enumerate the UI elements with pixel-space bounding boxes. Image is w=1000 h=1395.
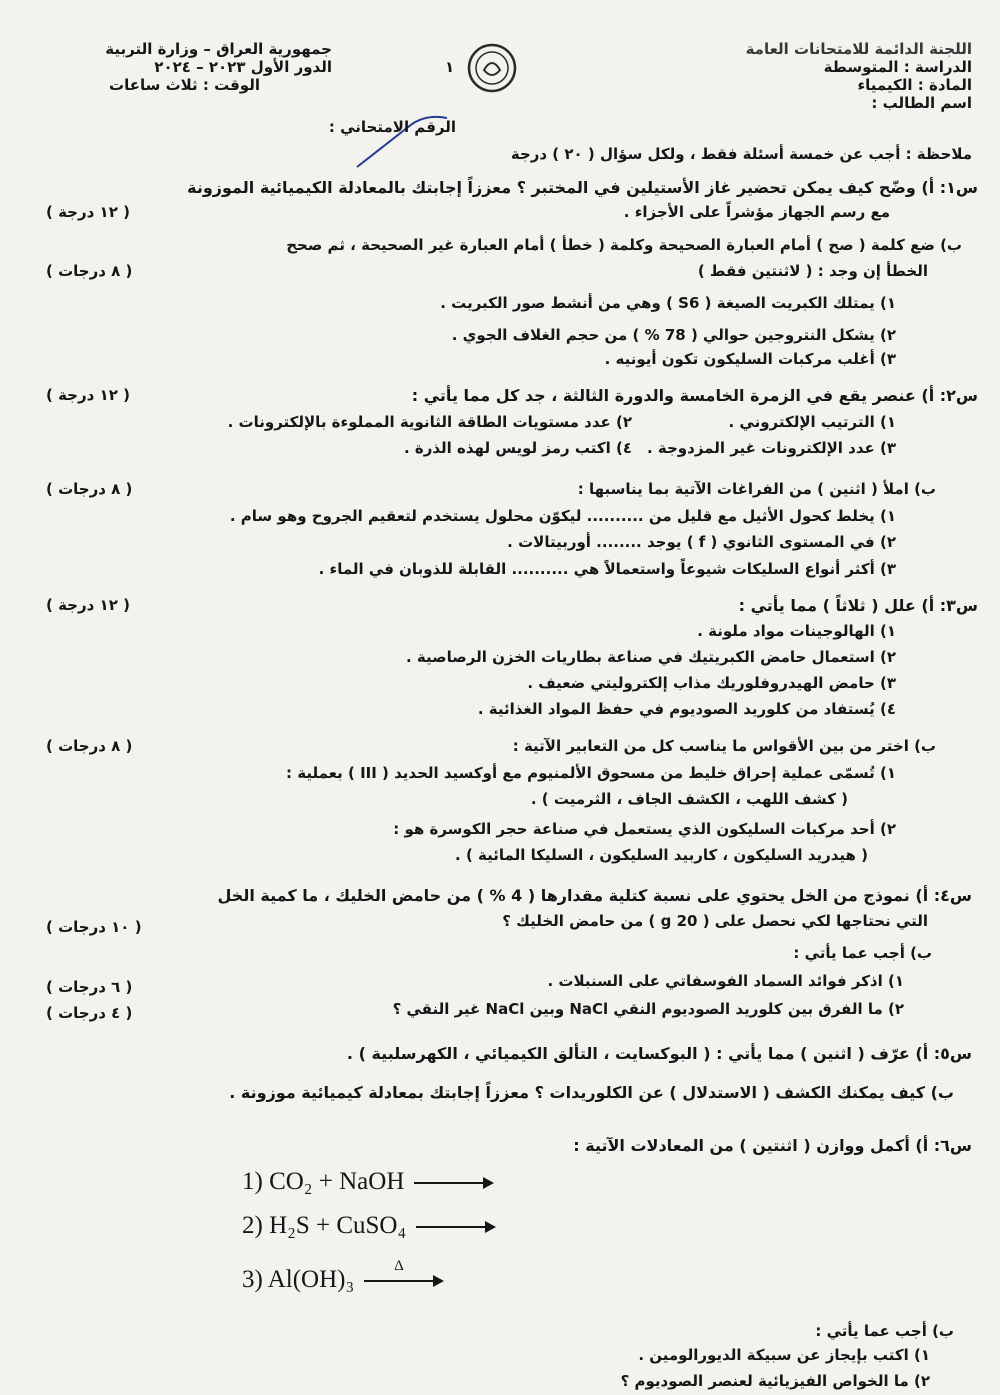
- q4-b-item-1: ١) اذكر فوائد السماد الفوسفاتي على السنبلات .: [547, 972, 904, 990]
- header-ministry: جمهورية العراق – وزارة التربية: [105, 40, 332, 58]
- equation-3-text: 3) Al(OH)₃: [242, 1266, 355, 1293]
- q2-a-item-3: ٣) عدد الإلكترونات غير المزدوجة .: [646, 439, 896, 457]
- q3-b-line1: ب) اختر من بين الأقواس ما يناسب كل من التعابير الآتية :: [512, 737, 936, 755]
- q2-a-line1: س٢: أ) عنصر يقع في الزمرة الخامسة والدورة الثالثة ، جد كل مما يأتي :: [411, 386, 978, 405]
- header-right: [746, 40, 972, 112]
- header-time: الوقت : ثلاث ساعات: [109, 76, 260, 94]
- q3-b-item-1-options: ( كشف اللهب ، الكشف الجاف ، الثرميت ) .: [530, 790, 848, 808]
- q2-b-item-1: ١) يخلط كحول الأثيل مع قليل من .......... ليكوّن محلول يستخدم لتعقيم الجروح وهو سام .: [229, 507, 896, 525]
- exam-note: ملاحظة : أجب عن خمسة أسئلة فقط ، ولكل سؤال ( ٢٠ ) درجة: [510, 145, 972, 163]
- equation-1-text: 1) CO₂ + NaOH: [242, 1168, 405, 1195]
- header-left: [70, 40, 332, 94]
- q3-b-marks: ( ٨ درجات ): [46, 737, 133, 755]
- q2-a-item-2: ٢) عدد مستويات الطاقة الثانوية المملوءة بالإلكترونات .: [227, 413, 632, 431]
- q3-b-item-1: ١) تُسمّى عملية إحراق خليط من مسحوق الألمنيوم مع أوكسيد الحديد ( III ) بعملية :: [286, 764, 896, 782]
- q4-a-marks: ( ١٠ درجات ): [46, 918, 142, 936]
- q2-b-item-2: ٢) في المستوى الثانوي ( f ) يوجد ........ أوربيتالات .: [507, 533, 896, 551]
- reaction-arrow-icon: [416, 1226, 494, 1228]
- q1-b-item-2: ٢) يشكل النتروجين حوالي ( 78 % ) من حجم الغلاف الجوي .: [451, 326, 896, 344]
- q1-b-line2: الخطأ إن وجد : ( لاثنتين فقط ): [697, 262, 928, 280]
- equation-2-text: 2) H₂S + CuSO₄: [242, 1212, 407, 1239]
- q4-b-marks-1: ( ٦ درجات ): [46, 978, 133, 996]
- q4-b-item-2: ٢) ما الفرق بين كلوريد الصوديوم النقي NaCl وبين NaCl غير النقي ؟: [392, 1000, 904, 1018]
- header-level: الدراسة : المتوسطة: [823, 58, 972, 76]
- reaction-arrow-icon: [414, 1182, 492, 1184]
- q2-b-item-3: ٣) أكثر أنواع السليكات شيوعاً واستعمالاً هي .......... القابلة للذوبان في الماء .: [318, 560, 896, 578]
- q1-a-line1: س١: أ) وضّح كيف يمكن تحضير غاز الأستيلين في المختبر ؟ معززاً إجابتك بالمعادلة الكيميائية الموزونة: [187, 178, 978, 197]
- seal-stamp-icon: [466, 42, 518, 94]
- q2-b-line1: ب) املأ ( اثنين ) من الفراغات الآتية بما يناسبها :: [577, 480, 936, 498]
- q3-a-item-2: ٢) استعمال حامض الكبريتيك في صناعة بطاريات الخزن الرصاصية .: [406, 648, 896, 666]
- q6-b-item-1: ١) اكتب بإيجاز عن سبيكة الديورالومين .: [638, 1346, 930, 1364]
- q1-a-marks: ( ١٢ درجة ): [46, 203, 130, 221]
- q1-a-line2: مع رسم الجهاز مؤشراً على الأجزاء .: [623, 203, 890, 221]
- q6-b-item-2: ٢) ما الخواص الفيزيائية لعنصر الصوديوم ؟: [620, 1372, 930, 1390]
- q3-a-item-3: ٣) حامض الهيدروفلوريك مذاب إلكتروليتي ضعيف .: [527, 674, 896, 692]
- q4-a-line1: س٤: أ) نموذج من الخل يحتوي على نسبة كتلية مقدارها ( 4 % ) من حامض الخليك ، ما كمية الخل: [217, 886, 972, 905]
- q6-b-line1: ب) أجب عما يأتي :: [815, 1322, 954, 1340]
- q1-b-item-3: ٣) أغلب مركبات السليكون تكون أيونيه .: [604, 350, 896, 368]
- q3-a-marks: ( ١٢ درجة ): [46, 596, 130, 614]
- q4-b-line1: ب) أجب عما يأتي :: [793, 944, 932, 962]
- heat-delta-symbol: Δ: [394, 1258, 404, 1275]
- q6-a-line1: س٦: أ) أكمل ووازن ( اثنتين ) من المعادلات الآتية :: [573, 1136, 972, 1155]
- q2-b-marks: ( ٨ درجات ): [46, 480, 133, 498]
- page-mark: ١: [445, 58, 455, 76]
- header-committee: اللجنة الدائمة للامتحانات العامة: [745, 40, 972, 58]
- header-student-name: اسم الطالب :: [871, 94, 972, 112]
- q3-a-item-4: ٤) يُستفاد من كلوريد الصوديوم في حفظ المواد الغذائية .: [477, 700, 896, 718]
- equation-1: [242, 1168, 492, 1196]
- q3-b-item-2: ٢) أحد مركبات السليكون الذي يستعمل في صناعة حجر الكوسرة هو :: [393, 820, 896, 838]
- q3-b-item-2-options: ( هيدريد السليكون ، كاربيد السليكون ، السليكا المائية ) .: [455, 846, 868, 864]
- q3-a-line1: س٣: أ) علل ( ثلاثاً ) مما يأتي :: [738, 596, 978, 615]
- q1-b-item-1: ١) يمتلك الكبريت الصيغة ( S6 ) وهي من أنشط صور الكبريت .: [440, 294, 896, 312]
- header-subject: المادة : الكيمياء: [857, 76, 972, 94]
- q2-a-item-1: ١) الترتيب الإلكتروني .: [728, 413, 896, 431]
- q4-b-marks-2: ( ٤ درجات ): [46, 1004, 133, 1022]
- exam-number-label: الرقم الامتحاني :: [328, 118, 456, 136]
- equation-3: [242, 1258, 442, 1294]
- q4-a-line2: التي نحتاجها لكي نحصل على ( 20 g ) من حامض الخليك ؟: [502, 912, 928, 930]
- q1-b-marks: ( ٨ درجات ): [46, 262, 133, 280]
- reaction-arrow-icon: [364, 1258, 442, 1282]
- equation-2: [242, 1212, 494, 1240]
- q3-a-item-1: ١) الهالوجينات مواد ملونة .: [697, 622, 896, 640]
- header-session: الدور الأول ٢٠٢٣ – ٢٠٢٤: [154, 58, 332, 76]
- q2-a-marks: ( ١٢ درجة ): [46, 386, 130, 404]
- q2-a-item-4: ٤) اكتب رمز لويس لهذه الذرة .: [403, 439, 632, 457]
- q5-a-line1: س٥: أ) عرّف ( اثنين ) مما يأتي : ( البوكسايت ، التألق الكيميائي ، الكهرسلبية ) .: [346, 1044, 972, 1063]
- q5-b-line1: ب) كيف يمكنك الكشف ( الاستدلال ) عن الكلوريدات ؟ معززاً إجابتك بمعادلة كيميائية موزونة .: [229, 1083, 954, 1102]
- q1-b-line1: ب) ضع كلمة ( صح ) أمام العبارة الصحيحة وكلمة ( خطأ ) أمام العبارة غير الصحيحة ، ثم صحح: [286, 236, 962, 254]
